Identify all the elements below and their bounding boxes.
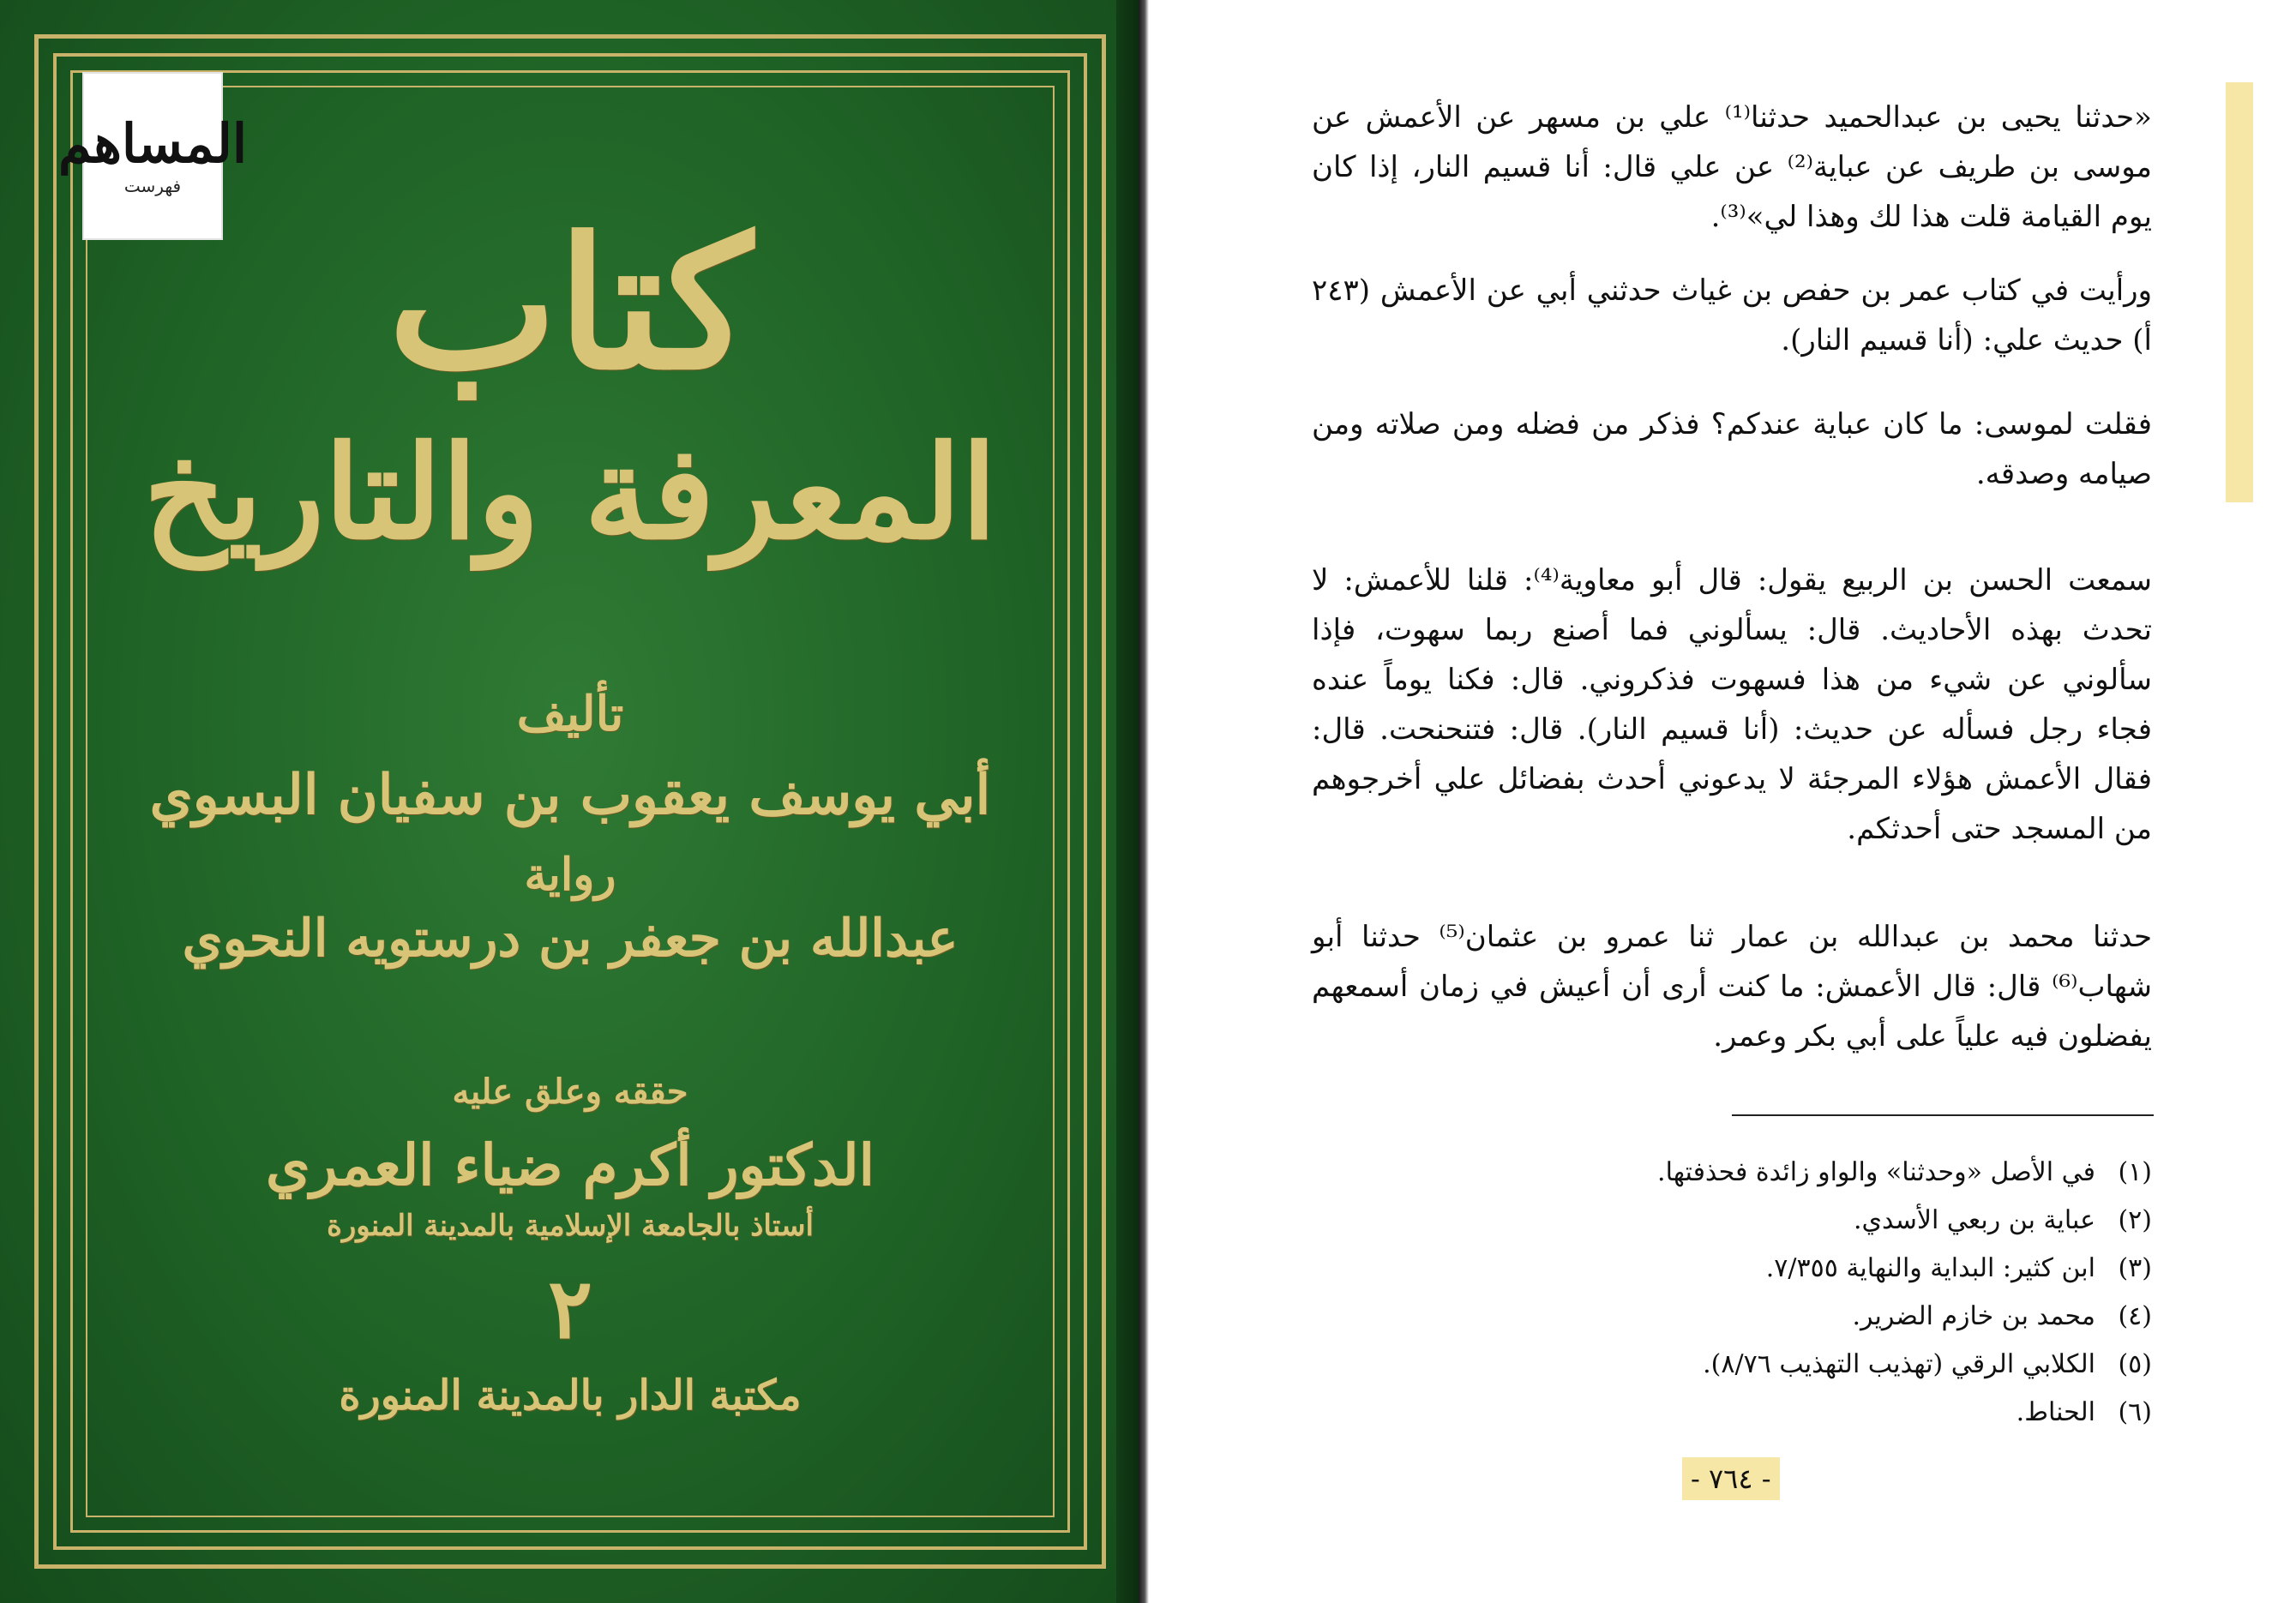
footnote-text: عباية بن ربعي الأسدي.: [1854, 1205, 2095, 1235]
footnote-number: (٣): [2118, 1253, 2152, 1283]
cover-spine-shadow: [1116, 0, 1139, 1603]
footnote-number: (٤): [2118, 1301, 2152, 1331]
logo-sub-text: فهرست: [123, 175, 182, 196]
footnote-item: [1312, 1341, 2152, 1389]
page-number: - ٧٦٤ -: [1682, 1457, 1780, 1500]
footnote-number: (١): [2118, 1157, 2152, 1187]
cover-editor-position: أستاذ بالجامعة الإسلامية بالمدينة المنورة: [327, 1209, 814, 1243]
book-cover: [0, 0, 1139, 1603]
paragraph-2: ورأيت في كتاب عمر بن حفص بن غياث حدثني أبي عن الأعمش (٢٤٣ أ) حديث علي: (أنا قسيم النار).: [1312, 273, 2152, 357]
paragraph-3: فقلت لموسى: ما كان عباية عندكم؟ فذكر من فضله ومن صلاته ومن صيامه وصدقه.: [1312, 407, 2152, 491]
cover-publisher: مكتبة الدار بالمدينة المنورة: [339, 1372, 802, 1420]
footnote-item: [1312, 1197, 2152, 1245]
paragraph-4: سمعت الحسن بن الربيع يقول: قال أبو معاوية⁽⁴⁾: قلنا للأعمش: لا تحدث بهذه الأحاديث. قال: يسألوني فما أصنع ربما سهوت، فإذا سألوني عن شيء من هذا فسهوت فذكروني. قال: فكنا يوماً عنده فجاء رجل فسأله عن حديث: (أنا قسيم النار). قال: فتنحنحت. قال: فقال الأعمش هؤلاء المرجئة لا يدعوني أحدث بفضائل علي أخرجوهم من المسجد حتى أحدثكم.: [1312, 563, 2153, 846]
footnote-text: محمد بن خازم الضرير.: [1852, 1301, 2095, 1331]
cover-title-main: المعرفة والتاريخ: [143, 417, 997, 568]
footnote-text: في الأصل «وحدثنا» والواو زائدة فحذفتها.: [1657, 1157, 2095, 1187]
footnote-text: ابن كثير: البداية والنهاية ٧/٣٥٥.: [1765, 1253, 2095, 1283]
footnote-text: الكلابي الرقي (تهذيب التهذيب ٨/٧٦).: [1703, 1349, 2095, 1379]
cover-riwaya: رواية: [524, 849, 616, 901]
cover-tahqiq: حققه وعلق عليه: [452, 1072, 688, 1112]
cover-title-kitab: كتاب: [388, 198, 753, 410]
paragraph-1: «حدثنا يحيى بن عبدالحميد حدثنا⁽¹⁾ علي بن مسهر عن الأعمش عن موسى بن طريف عن عباية⁽²⁾ عن علي قال: أنا قسيم النار، إذا كان يوم القيامة قلت هذا لك وهذا لي»⁽³⁾.: [1312, 100, 2152, 234]
footnote-item: [1312, 1149, 2152, 1197]
margin-highlight-bar: [2226, 82, 2253, 502]
cover-volume-number: ٢: [548, 1260, 592, 1357]
footnote-item: [1312, 1245, 2152, 1293]
cover-narrator: عبدالله بن جعفر بن درستويه النحوي: [182, 909, 959, 969]
footnote-number: (٥): [2118, 1349, 2152, 1379]
footnote-item: [1312, 1293, 2152, 1341]
footnote-number: (٢): [2118, 1205, 2152, 1235]
footnote-text: الحناط.: [2016, 1397, 2095, 1427]
footnotes-list: [1312, 1149, 2152, 1437]
footnote-number: (٦): [2118, 1397, 2152, 1427]
cover-author: أبي يوسف يعقوب بن سفيان البسوي: [149, 763, 991, 827]
paragraph-5: حدثنا محمد بن عبدالله بن عمار ثنا عمرو بن عثمان⁽⁵⁾ حدثنا أبو شهاب⁽⁶⁾ قال: قال الأعمش: ما كنت أرى أن أعيش في زمان أسمعهم يفضلون فيه علياً على أبي بكر وعمر.: [1312, 920, 2152, 1054]
footnote-divider: [1732, 1114, 2154, 1116]
footnote-item: [1312, 1389, 2152, 1437]
page-edge-shadow: [1139, 0, 1149, 1603]
cover-editor: الدكتور أكرم ضياء العمري: [266, 1132, 875, 1198]
logo-main-text: المساهم: [57, 112, 248, 176]
cover-talif: تأليف: [516, 686, 624, 742]
